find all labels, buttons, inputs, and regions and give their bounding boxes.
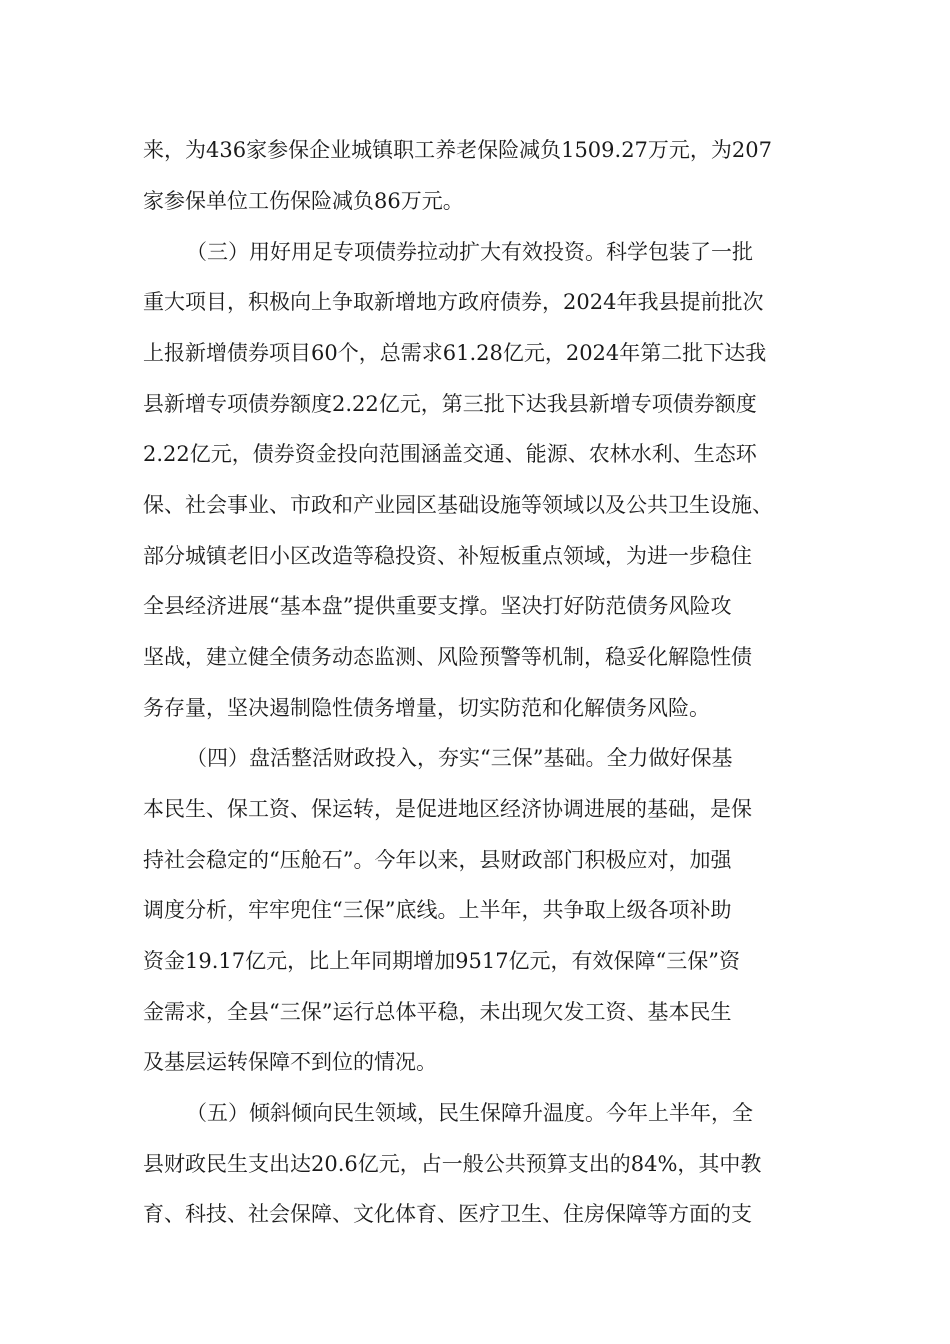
- text-line: 本民生、保工资、保运转，是促进地区经济协调进展的基础，是保: [143, 797, 752, 821]
- text-line: 家参保单位工伤保险减负86万元。: [143, 189, 464, 213]
- text-line: 县财政民生支出达20.6亿元，占一般公共预算支出的84%，其中教: [143, 1152, 762, 1176]
- text-line: 育、科技、社会保障、文化体育、医疗卫生、住房保障等方面的支: [143, 1202, 752, 1226]
- text-line: 调度分析，牢牢兜住“三保”底线。上半年，共争取上级各项补助: [143, 898, 732, 922]
- text-line: 持社会稳定的“压舱石”。今年以来，县财政部门积极应对，加强: [143, 848, 732, 872]
- text-line: 金需求，全县“三保”运行总体平稳，未出现欠发工资、基本民生: [143, 1000, 732, 1024]
- text-line: 全县经济进展“基本盘”提供重要支撑。坚决打好防范债务风险攻: [143, 594, 732, 618]
- text-line: 保、社会事业、市政和产业园区基础设施等领域以及公共卫生设施、: [143, 493, 773, 517]
- text-line: 部分城镇老旧小区改造等稳投资、补短板重点领域，为进一步稳住: [143, 544, 752, 568]
- text-line: 及基层运转保障不到位的情况。: [143, 1050, 437, 1074]
- text-line: 上报新增债券项目60个，总需求61.28亿元，2024年第二批下达我: [143, 341, 767, 365]
- text-line: 重大项目，积极向上争取新增地方政府债券，2024年我县提前批次: [143, 290, 764, 314]
- text-line: 坚战，建立健全债务动态监测、风险预警等机制，稳妥化解隐性债: [143, 645, 752, 669]
- text-line: 县新增专项债券额度2.22亿元，第三批下达我县新增专项债券额度: [143, 392, 757, 416]
- text-line: 务存量，坚决遏制隐性债务增量，切实防范和化解债务风险。: [143, 696, 710, 720]
- paragraph-heading: （四）盘活整活财政投入，夯实“三保”基础。全力做好保基: [186, 746, 733, 770]
- text-line: 2.22亿元，债券资金投向范围涵盖交通、能源、农林水利、生态环: [143, 442, 757, 466]
- paragraph-heading: （五）倾斜倾向民生领域，民生保障升温度。今年上半年，全: [186, 1101, 753, 1125]
- paragraph-heading: （三）用好用足专项债券拉动扩大有效投资。科学包装了一批: [186, 240, 753, 264]
- text-line: 资金19.17亿元，比上年同期增加9517亿元，有效保障“三保”资: [143, 949, 741, 973]
- text-line: 来，为436家参保企业城镇职工养老保险减负1509.27万元，为207: [143, 138, 773, 162]
